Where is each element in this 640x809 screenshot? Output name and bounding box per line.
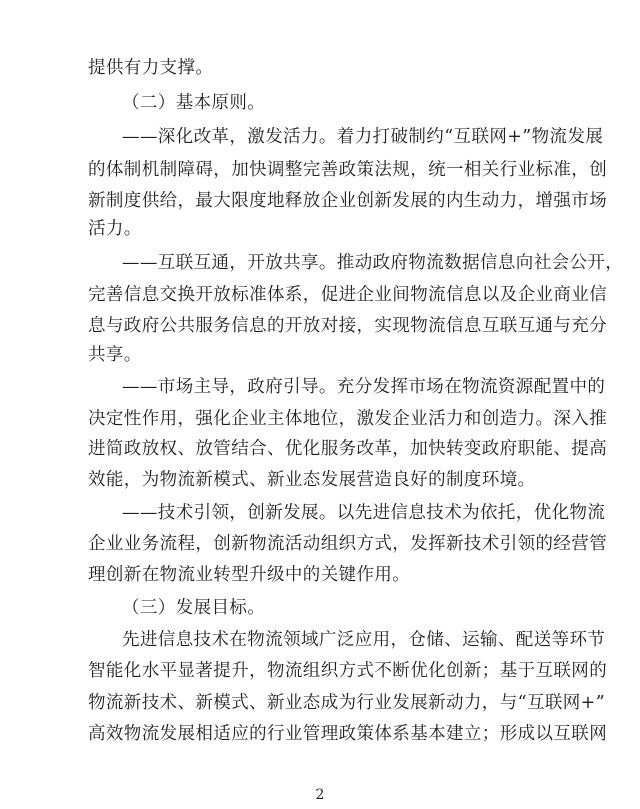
text-line: 提供有力支撑。 <box>88 58 214 78</box>
text-line: ——深化改革，激发活力。着力打破制约“互联网+”物流发展 <box>122 127 604 147</box>
text-line: ——互联互通，开放共享。推动政府物流数据信息向社会公开， <box>122 253 624 273</box>
text-line: 的体制机制障碍，加快调整完善政策法规，统一相关行业标准，创 <box>88 160 608 180</box>
text-line: 物流新技术、新模式、新业态成为行业发展新动力，与“互联网+” <box>88 693 606 713</box>
text-line: 理创新在物流业转型升级中的关键作用。 <box>88 565 411 585</box>
text-line: 活力。 <box>88 219 142 239</box>
text-line: ——技术引领，创新发展。以先进信息技术为依托，优化物流 <box>122 503 606 523</box>
text-line: 智能化水平显著提升，物流组织方式不断优化创新；基于互联网的 <box>88 661 608 681</box>
text-line: 新制度供给，最大限度地释放企业创新发展的内生动力，增强市场 <box>88 191 608 211</box>
text-line: 决定性作用，强化企业主体地位，激发企业活力和创造力。深入推 <box>88 409 608 429</box>
text-line: 进简政放权、放管结合、优化服务改革，加快转变政府职能、提高 <box>88 439 608 459</box>
text-line: 企业业务流程，创新物流活动组织方式，发挥新技术引领的经营管 <box>88 534 608 554</box>
text-line: ——市场主导，政府引导。充分发挥市场在物流资源配置中的 <box>122 377 606 397</box>
text-line: 先进信息技术在物流领域广泛应用，仓储、运输、配送等环节 <box>122 630 606 650</box>
text-line: 完善信息交换开放标准体系，促进企业间物流信息以及企业商业信 <box>88 285 608 305</box>
section-heading: （二）基本原则。 <box>122 93 266 113</box>
text-line: 效能，为物流新模式、新业态发展营造良好的制度环境。 <box>88 470 536 490</box>
page-number: 2 <box>315 787 325 803</box>
text-line: 共享。 <box>88 345 142 365</box>
text-line: 息与政府公共服务信息的开放对接，实现物流信息互联互通与充分 <box>88 316 608 336</box>
section-heading: （三）发展目标。 <box>122 598 266 618</box>
text-line: 高效物流发展相适应的行业管理政策体系基本建立；形成以互联网 <box>88 724 608 744</box>
